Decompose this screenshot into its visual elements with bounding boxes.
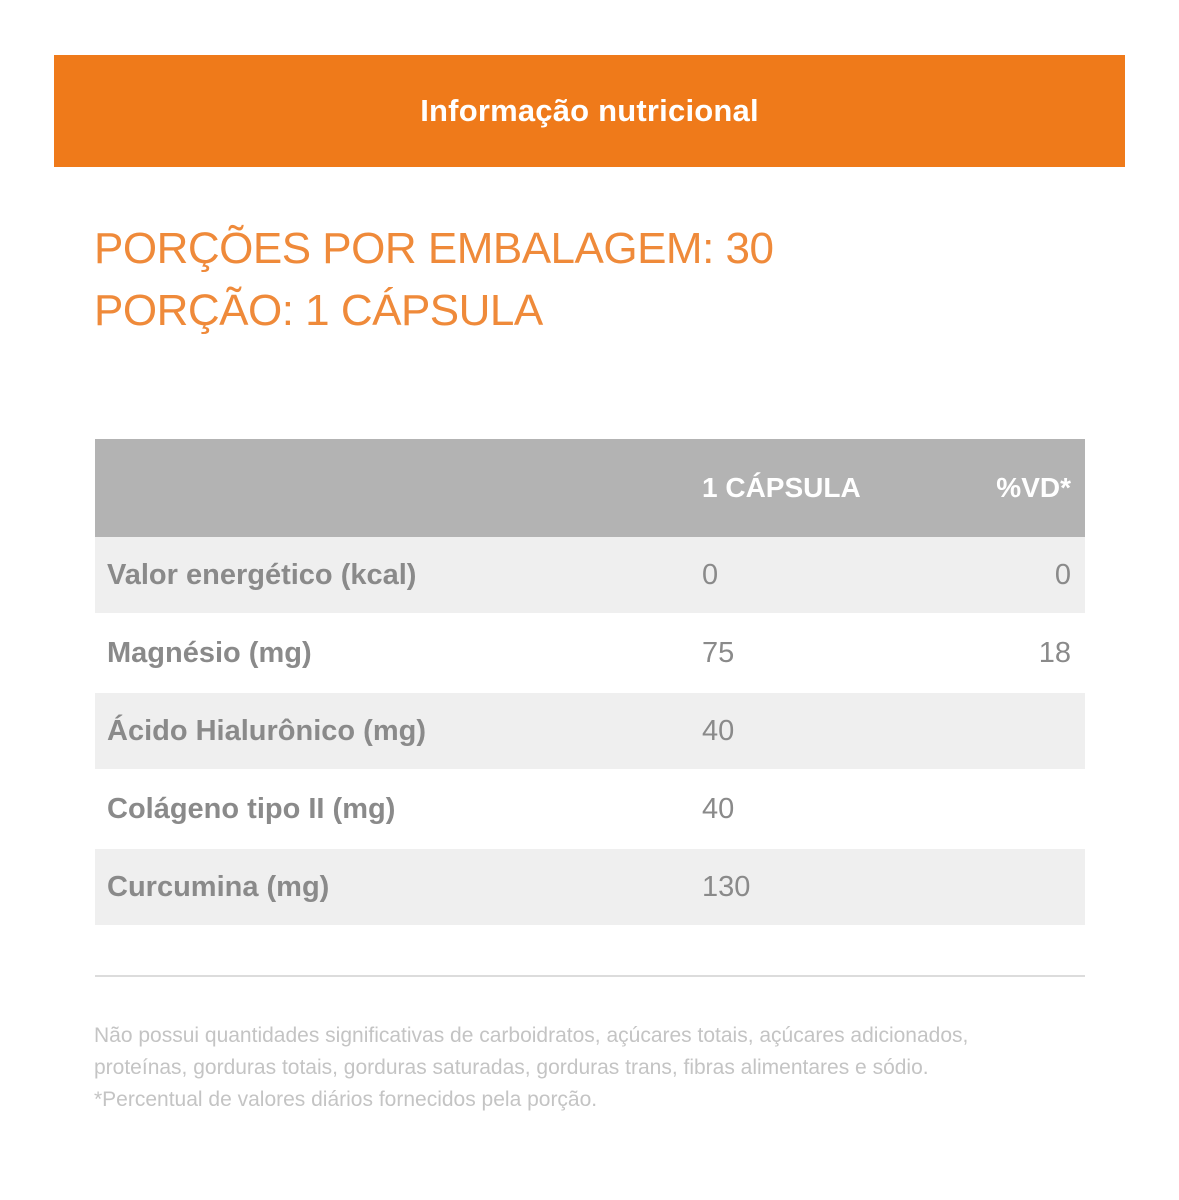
table-row <box>95 848 1085 926</box>
nutrient-vd <box>962 848 1085 926</box>
nutrient-amount: 40 <box>702 770 962 848</box>
header-amount: 1 CÁPSULA <box>702 439 962 537</box>
header-name <box>95 439 702 537</box>
nutrient-name: Magnésio (mg) <box>95 614 702 692</box>
nutrient-name: Colágeno tipo II (mg) <box>95 770 702 848</box>
header-vd: %VD* <box>962 439 1085 537</box>
nutrient-amount: 130 <box>702 848 962 926</box>
serving-size: PORÇÃO: 1 CÁPSULA <box>94 286 543 335</box>
footnote-vd-note: *Percentual de valores diários fornecidos pela porção. <box>94 1088 598 1111</box>
nutrition-table <box>95 439 1085 927</box>
footnote-disclaimer: Não possui quantidades significativas de carboidratos, açúcares totais, açúcares adicionados, proteínas, gorduras totais, gorduras saturadas, gorduras trans, fibras alimentares e sódio. <box>94 1024 969 1079</box>
nutrient-vd: 0 <box>962 537 1085 614</box>
banner-title: Informação nutricional <box>420 93 759 128</box>
nutrient-name: Valor energético (kcal) <box>95 537 702 614</box>
nutrient-name: Curcumina (mg) <box>95 848 702 926</box>
table-row <box>95 537 1085 614</box>
serving-info <box>94 218 773 342</box>
header-banner <box>54 55 1125 167</box>
nutrient-name: Ácido Hialurônico (mg) <box>95 692 702 770</box>
nutrient-vd: 18 <box>962 614 1085 692</box>
divider <box>95 975 1085 977</box>
nutrient-amount: 40 <box>702 692 962 770</box>
nutrient-amount: 75 <box>702 614 962 692</box>
nutrient-vd <box>962 692 1085 770</box>
servings-per-package: PORÇÕES POR EMBALAGEM: 30 <box>94 224 774 273</box>
nutrient-amount: 0 <box>702 537 962 614</box>
nutrient-vd <box>962 770 1085 848</box>
table-row <box>95 692 1085 770</box>
table-row <box>95 770 1085 848</box>
table-header-row <box>95 439 1085 537</box>
footnote <box>94 1020 994 1116</box>
table-row <box>95 614 1085 692</box>
